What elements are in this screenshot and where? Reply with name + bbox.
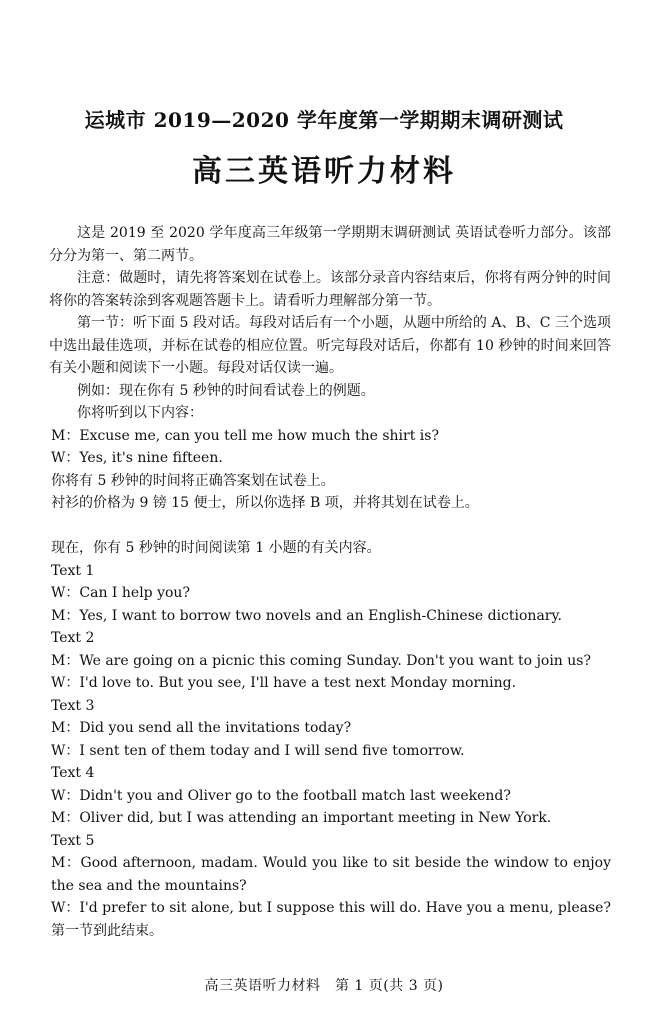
example-line-3: 你将有 5 秒钟的时间将正确答案划在试卷上。 bbox=[51, 472, 335, 489]
dialogue-line: M：Oliver did, but I was attending an important meeting in New York. bbox=[51, 810, 552, 826]
dialogue-line: W：I'd prefer to sit alone, but I suppose this will do. Have you a menu, please? bbox=[51, 900, 611, 916]
intro-paragraph-5: 你将听到以下内容： bbox=[77, 405, 203, 421]
dialogue-line: M：Yes, I want to borrow two novels and an English-Chinese dictionary. bbox=[51, 607, 562, 624]
exam-title: 运城市 2019—2020 学年度第一学期期末调研测试 bbox=[84, 108, 564, 132]
text-label: Text 5 bbox=[51, 832, 95, 849]
intro-paragraph-2: 注意：做题时，请先将答案划在试卷上。该部分录音内容结束后，你将有两分钟的时间将你的答案转涂到客观题答题卡上。请看听力理解部分第一节。 bbox=[49, 270, 611, 309]
dialogue-line: M：Did you send all the invitations today? bbox=[51, 720, 352, 736]
dialogue-line: W：Didn't you and Oliver go to the football match last weekend? bbox=[51, 787, 511, 804]
dialogue-line: W：Can I help you? bbox=[51, 585, 190, 601]
section-start: 现在，你有 5 秒钟的时间阅读第 1 小题的有关内容。 bbox=[51, 540, 381, 556]
text-label: Text 2 bbox=[51, 630, 95, 646]
document-subtitle: 高三英语听力材料 bbox=[192, 154, 456, 189]
intro-paragraph-3: 第一节：听下面 5 段对话。每段对话后有一个小题，从题中所给的 A、B、C 三个选项中选出最佳选项，并标在试卷的相应位置。听完每段对话后，你都有 10 秒钟的时间来回答有关小题和阅读下一小题。每段对话仅读一遍。 bbox=[49, 315, 611, 376]
example-line-2: W：Yes, it's nine fifteen. bbox=[51, 450, 223, 466]
page-footer: 高三英语听力材料 第 1 页(共 3 页) bbox=[204, 978, 444, 994]
dialogue-line: W：I sent ten of them today and I will send five tomorrow. bbox=[51, 742, 465, 759]
document-body bbox=[49, 222, 611, 942]
example-line-4: 衬衫的价格为 9 镑 15 便士，所以你选择 B 项，并将其划在试卷上。 bbox=[51, 495, 479, 511]
intro-paragraph-4: 例如：现在你有 5 秒钟的时间看试卷上的例题。 bbox=[77, 382, 375, 399]
dialogue-line: W：I'd love to. But you see, I'll have a test next Monday morning. bbox=[51, 675, 517, 691]
text-label: Text 3 bbox=[51, 697, 95, 714]
section-end: 第一节到此结束。 bbox=[51, 922, 163, 939]
intro-paragraph-1: 这是 2019 至 2020 学年度高三年级第一学期期末调研测试 英语试卷听力部分。该部分分为第一、第二两节。 bbox=[49, 225, 611, 264]
spacer bbox=[49, 515, 611, 538]
dialogue-line: M：Good afternoon, madam. Would you like to sit beside the window to enjoy the sea and the mountains? bbox=[51, 855, 611, 894]
text-label: Text 4 bbox=[51, 765, 95, 781]
text-label: Text 1 bbox=[51, 562, 95, 579]
example-line-1: M：Excuse me, can you tell me how much the shirt is? bbox=[51, 427, 439, 444]
dialogue-line: M：We are going on a picnic this coming Sunday. Don't you want to join us? bbox=[51, 652, 591, 669]
